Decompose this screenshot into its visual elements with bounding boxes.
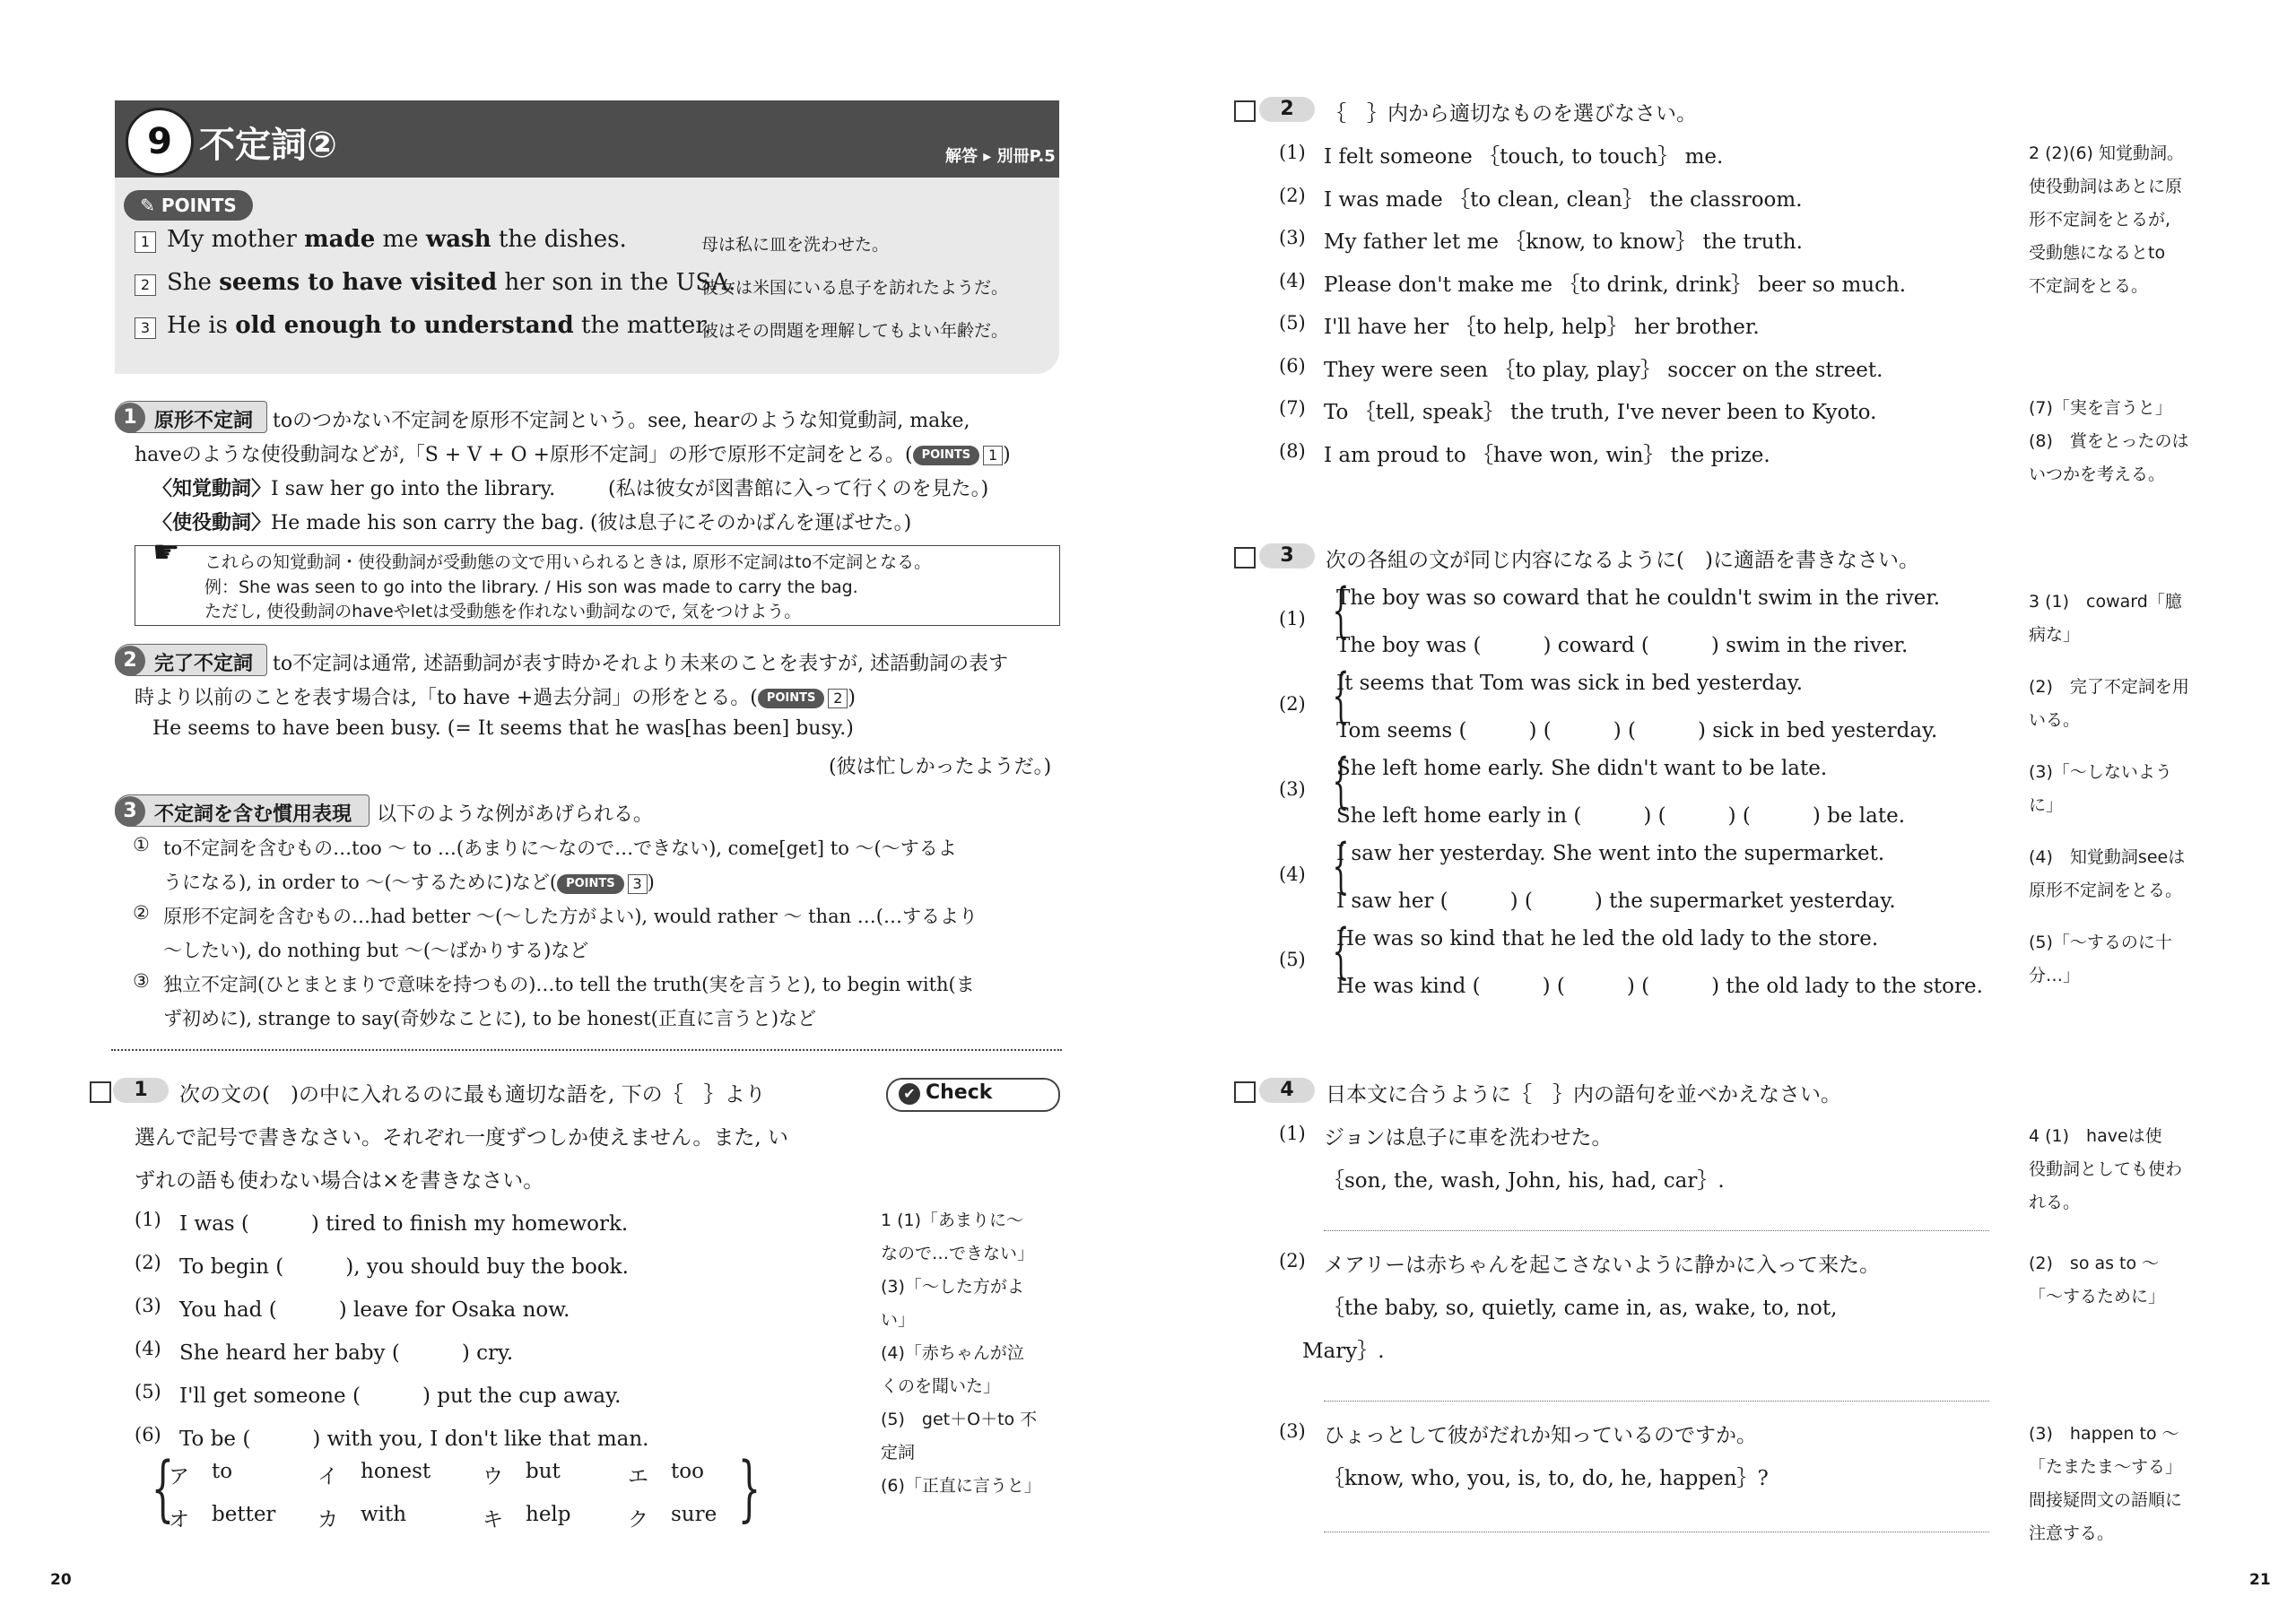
hint-text: 分…」 (2029, 966, 2081, 985)
note-text: 例：She was seen to go into the library. / His son was made to carry the bag. (204, 577, 858, 597)
point-number: 2 (135, 274, 156, 296)
hint-text: (5)「～するのに十 (2029, 933, 2172, 952)
question-number: 4 (1259, 1078, 1315, 1103)
hint-text: (5) get＋O＋to 不 (881, 1410, 1038, 1429)
question-sentence: I am proud to ｛have won, win｝ the prize. (1324, 443, 1770, 467)
point-number: 3 (135, 317, 156, 339)
section-number: 2 (115, 646, 145, 676)
checkmark-icon: ✔ (899, 1083, 920, 1105)
question-sentence: I was made ｛to clean, clean｝ the classroom. (1324, 187, 1803, 212)
pair-brace: { (1332, 576, 1350, 645)
choice-key: オ (169, 1508, 189, 1532)
pair-brace: { (1332, 831, 1350, 900)
left-brace: { (151, 1446, 175, 1530)
body-text: haveのような使役動詞などが,「S + V + O +原形不定詞」の形で原形不定詞をとる。( POINTS 1 ) (135, 444, 1011, 466)
body-text: to不定詞は通常, 述語動詞が表す時かそれより未来のことを表すが, 述語動詞の表す (273, 653, 1009, 675)
question-sentence: I felt someone ｛touch, to touch｝ me. (1324, 145, 1724, 169)
japanese-sentence: メアリーは赤ちゃんを起こさないように静かに入って来た。 (1324, 1254, 1881, 1277)
question-sentence: I was ( ) tired to finish my homework. (179, 1212, 629, 1236)
hint-text: 病な」 (2029, 625, 2081, 645)
question-sentence: She heard her baby ( ) cry. (179, 1341, 514, 1365)
item-number: (6) (1279, 354, 1306, 377)
question-sentence: Please don't make me ｛to drink, drink｝ beer so much. (1324, 273, 1907, 297)
check-badge (886, 1078, 1060, 1112)
choice-word: but (526, 1460, 561, 1483)
example-translation: (私は彼女が図書館に入って行くのを見た。) (608, 478, 989, 500)
item-number: (2) (1279, 184, 1306, 206)
list-item: ～したい), do nothing but ～(～ばかりする)など (163, 940, 589, 961)
item-number: (8) (1279, 439, 1306, 462)
question-checkbox[interactable] (1234, 1081, 1256, 1103)
question-number: 2 (1259, 97, 1315, 122)
answer-reference: 解答 ▸ 別冊P.5 (945, 147, 1056, 166)
item-number: (3) (1279, 227, 1306, 248)
example-line: 〈知覚動詞〉I saw her go into the library. (152, 478, 556, 500)
list-item-mark: ① (133, 834, 150, 855)
example-translation: (彼は忙しかったようだ。) (829, 756, 1052, 778)
answer-line[interactable] (1324, 1230, 1989, 1231)
pair-brace: { (1332, 661, 1350, 730)
hint-text: 使役動詞はあとに原 (2029, 177, 2183, 196)
question-number: 1 (113, 1078, 169, 1103)
japanese-sentence: ジョンは息子に車を洗わせた。 (1324, 1126, 1613, 1150)
item-number: (4) (135, 1338, 161, 1359)
hint-text: いつかを考える。 (2029, 464, 2166, 484)
hint-text: 原形不定詞をとる。 (2029, 881, 2183, 900)
point-translation: 母は私に皿を洗わせた。 (701, 235, 890, 255)
sentence-b: She left home early in ( ) ( ) ( ) be late. (1336, 804, 1906, 828)
item-number: (6) (135, 1424, 161, 1445)
question-instruction: 日本文に合うように｛ ｝内の語句を並べかえなさい。 (1326, 1083, 1841, 1107)
choice-word: to (212, 1460, 233, 1483)
points-badge-label: POINTS (161, 195, 237, 216)
japanese-sentence: ひょっとして彼がだれか知っているのですか。 (1324, 1424, 1757, 1447)
hint-text: 形不定詞をとるが, (2029, 210, 2171, 230)
list-item-mark: ② (133, 902, 150, 924)
item-number: (5) (135, 1381, 161, 1402)
hint-text: (7)「実を言うと」 (2029, 398, 2172, 418)
item-number: (1) (1279, 142, 1306, 163)
hint-text: 「～するために」 (2029, 1287, 2166, 1306)
points-ref-number: 2 (828, 689, 848, 708)
choice-word: honest (361, 1460, 431, 1483)
hint-text: (8) 賞をとったのは (2029, 431, 2189, 451)
item-number: (5) (1279, 949, 1306, 970)
example-line: 〈使役動詞〉He made his son carry the bag. (152, 512, 585, 534)
pointing-hand-icon: ☛ (152, 534, 180, 570)
question-number: 3 (1259, 543, 1315, 568)
item-number: (2) (1279, 693, 1306, 715)
sentence-a: She left home early. She didn't want to be late. (1336, 757, 1828, 780)
item-number: (1) (1279, 1123, 1306, 1144)
point-sentence-3: He is old enough to understand the matter. (167, 312, 712, 339)
hint-text: (2) 完了不定詞を用 (2029, 677, 2189, 697)
hint-text: 注意する。 (2029, 1523, 2115, 1543)
hint-text: (2) so as to ～ (2029, 1254, 2160, 1273)
question-checkbox[interactable] (90, 1081, 111, 1103)
item-number: (3) (135, 1295, 161, 1316)
hint-text: (4) 知覚動詞seeは (2029, 847, 2186, 867)
item-number: (3) (1279, 1420, 1306, 1442)
word-set: ｛know, who, you, is, to, do, he, happen｝? (1324, 1467, 1769, 1490)
points-ref-number: 3 (628, 874, 648, 894)
hint-text: れる。 (2029, 1193, 2081, 1212)
pair-brace: { (1332, 746, 1350, 815)
word-set: ｛son, the, wash, John, his, had, car｝. (1324, 1169, 1725, 1193)
list-item: 独立不定詞(ひとまとまりで意味を持つもの)…to tell the truth(実を言うと), to begin with(ま (163, 974, 975, 995)
hint-text: なので…できない」 (881, 1244, 1035, 1263)
sentence-a: The boy was so coward that he couldn't swim in the river. (1336, 586, 1941, 610)
hint-text: (4)「赤ちゃんが泣 (881, 1343, 1024, 1363)
example-translation: (彼は息子にそのかばんを運ばせた。) (590, 512, 912, 534)
choice-key: ウ (483, 1465, 503, 1488)
choice-word: help (526, 1503, 571, 1526)
hint-text: 3 (1) coward「臆 (2029, 592, 2182, 612)
hint-text: 2 (2)(6) 知覚動詞。 (2029, 143, 2184, 163)
sentence-b: The boy was ( ) coward ( ) swim in the river. (1336, 634, 1909, 657)
item-number: (5) (1279, 312, 1306, 334)
question-sentence: To ｛tell, speak｝ the truth, I've never been to Kyoto. (1324, 401, 1877, 424)
points-ref-badge: POINTS (913, 446, 980, 465)
hint-text: 受動態になるとto (2029, 243, 2166, 263)
section-label: 完了不定詞 (154, 653, 254, 675)
hint-text: 「たまたま～する」 (2029, 1457, 2183, 1477)
sentence-b: Tom seems ( ) ( ) ( ) sick in bed yesterday. (1336, 719, 1938, 742)
choice-word: better (212, 1503, 276, 1526)
list-item: to不定詞を含むもの…too ～ to …(あまりに～なので…できない), come[get] to ～(～するよ (163, 838, 957, 859)
point-translation: 彼はその問題を理解してもよい年齢だ。 (701, 321, 1009, 341)
question-instruction: 選んで記号で書きなさい。それぞれ一度ずつしか使えません。また, い (135, 1126, 789, 1150)
question-instruction: 次の文の( )の中に入れるのに最も適切な語を, 下の｛ ｝より (179, 1083, 766, 1107)
question-checkbox[interactable] (1234, 547, 1256, 568)
question-instruction: ｛ ｝内から適切なものを選びなさい。 (1326, 102, 1697, 126)
body-text: 時より以前のことを表す場合は,「to have +過去分詞」の形をとる。( POINTS 2 ) (135, 687, 856, 709)
hint-text: 4 (1) haveは使 (2029, 1126, 2162, 1146)
sentence-b: He was kind ( ) ( ) ( ) the old lady to the store. (1336, 975, 1983, 998)
list-item-mark: ③ (133, 970, 150, 992)
hint-text: い」 (881, 1310, 916, 1330)
choice-key: エ (628, 1465, 648, 1488)
choice-word: too (671, 1460, 704, 1483)
pencil-icon: ✎ (140, 195, 155, 216)
item-number: (4) (1279, 269, 1306, 291)
list-item: ず初めに), strange to say(奇妙なことに), to be honest(正直に言うと)など (163, 1008, 817, 1029)
section-number: 1 (115, 403, 145, 433)
section-number: 3 (115, 796, 145, 827)
item-number: (1) (135, 1209, 161, 1230)
item-number: (4) (1279, 864, 1306, 885)
question-sentence: I'll get someone ( ) put the cup away. (179, 1384, 622, 1408)
question-sentence: To be ( ) with you, I don't like that man. (179, 1428, 649, 1451)
points-ref-number: 1 (983, 446, 1003, 465)
choice-key: カ (317, 1508, 338, 1532)
point-sentence-1: My mother made me wash the dishes. (167, 226, 627, 253)
hint-text: (3)「～した方がよ (881, 1277, 1024, 1297)
section-label: 原形不定詞 (154, 410, 254, 432)
page-number: 21 (2249, 1571, 2271, 1589)
page-number: 20 (50, 1571, 72, 1589)
right-brace: } (737, 1446, 761, 1530)
hint-text: に」 (2029, 795, 2064, 815)
item-number: (1) (1279, 608, 1306, 629)
question-sentence: They were seen ｛to play, play｝ soccer on the street. (1324, 358, 1883, 382)
points-badge (124, 190, 253, 221)
list-item: うになる), in order to ～(～するために)など( POINTS 3 ) (163, 872, 655, 893)
body-text: 以下のような例があげられる。 (377, 803, 654, 826)
word-set: Mary｝. (1302, 1340, 1385, 1363)
hint-text: 間接疑問文の語順に (2029, 1490, 2183, 1510)
question-sentence: To begin ( ), you should buy the book. (179, 1255, 629, 1279)
choice-key: ク (628, 1508, 648, 1532)
section-label: 不定詞を含む慣用表現 (154, 803, 352, 826)
hint-text: 定詞 (881, 1443, 916, 1462)
item-number: (7) (1279, 397, 1306, 419)
word-set: ｛the baby, so, quietly, came in, as, wake, to, not, (1324, 1297, 1838, 1320)
choice-key: キ (483, 1508, 503, 1532)
hint-text: 不定詞をとる。 (2029, 276, 2149, 296)
sentence-a: It seems that Tom was sick in bed yesterday. (1336, 672, 1804, 695)
question-instruction: ずれの語も使わない場合は×を書きなさい。 (135, 1169, 544, 1193)
hint-text: 役動詞としても使わ (2029, 1159, 2183, 1179)
hint-text: (6)「正直に言うと」 (881, 1476, 1041, 1496)
question-sentence: You had ( ) leave for Osaka now. (179, 1298, 570, 1322)
hint-text: (3)「～しないよう (2029, 762, 2172, 782)
choice-word: with (361, 1503, 407, 1526)
divider (111, 1049, 1062, 1051)
point-translation: 彼女は米国にいる息子を訪れたようだ。 (701, 278, 1009, 298)
example-line: He seems to have been busy. (= It seems that he was[has been] busy.) (152, 717, 854, 740)
points-ref-badge: POINTS (557, 874, 624, 894)
choice-key: ア (169, 1465, 189, 1488)
point-number: 1 (135, 231, 156, 253)
check-label: Check (926, 1081, 993, 1104)
sentence-a: He was so kind that he led the old lady to the store. (1336, 927, 1879, 950)
question-sentence: My father let me ｛know, to know｝ the truth. (1324, 230, 1803, 254)
note-text: ただし, 使役動詞のhaveやletは受動態を作れない動詞なので, 気をつけよう。 (204, 602, 802, 621)
list-item: 原形不定詞を含むもの…had better ～(～した方がよい), would rather ～ than …(…するより (163, 906, 978, 927)
question-sentence: I'll have her ｛to help, help｝ her brother. (1324, 316, 1760, 339)
pair-brace: { (1332, 916, 1350, 985)
hint-text: (3) happen to ～ (2029, 1424, 2179, 1444)
body-text: toのつかない不定詞を原形不定詞という。see, hearのような知覚動詞, make, (273, 410, 970, 432)
answer-line[interactable] (1324, 1401, 1989, 1402)
note-text: これらの知覚動詞・使役動詞が受動態の文で用いられるときは, 原形不定詞はto不定詞となる。 (204, 552, 932, 572)
question-instruction: 次の各組の文が同じ内容になるように( )に適語を書きなさい。 (1326, 549, 1919, 572)
item-number: (2) (135, 1252, 161, 1273)
hint-text: いる。 (2029, 710, 2081, 730)
choice-key: イ (317, 1465, 338, 1488)
question-checkbox[interactable] (1234, 100, 1256, 122)
hint-text: 1 (1)「あまりに～ (881, 1211, 1024, 1230)
item-number: (3) (1279, 778, 1306, 800)
hint-text: くのを聞いた」 (881, 1376, 1001, 1396)
point-sentence-2: She seems to have visited her son in the USA. (167, 269, 736, 296)
item-number: (2) (1279, 1250, 1306, 1271)
sentence-b: I saw her ( ) ( ) the supermarket yesterday. (1336, 890, 1896, 913)
sentence-a: I saw her yesterday. She went into the supermarket. (1336, 842, 1885, 865)
choice-word: sure (671, 1503, 718, 1526)
lesson-title: 不定詞② (199, 125, 337, 166)
lesson-number: 9 (126, 108, 194, 176)
points-ref-badge: POINTS (758, 689, 825, 708)
